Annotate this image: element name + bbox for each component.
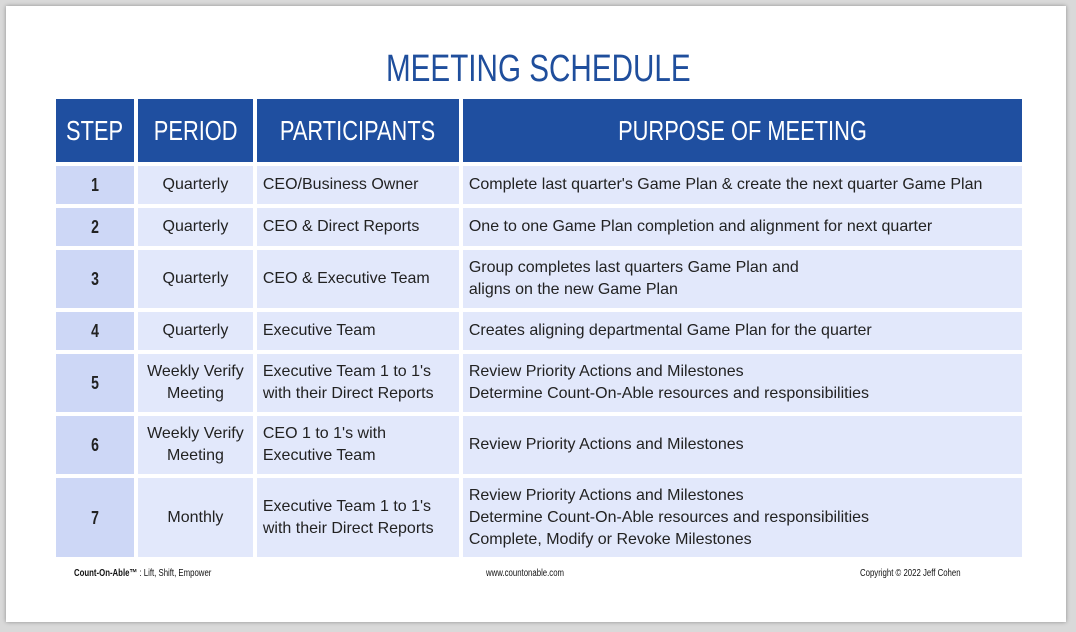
purpose-cell: Complete last quarter's Game Plan & create the next quarter Game Plan [463,166,1022,204]
period-cell: Weekly Verify Meeting [138,354,253,412]
participants-cell: CEO 1 to 1's with Executive Team [257,416,459,474]
column-header: PURPOSE OF MEETING [463,99,1022,162]
column-header: PARTICIPANTS [257,99,459,162]
participants-cell: Executive Team 1 to 1's with their Direct Reports [257,478,459,557]
table-header-row [56,99,1022,162]
table-row [56,416,1022,474]
table-row [56,312,1022,350]
purpose-cell: Review Priority Actions and Milestones Determine Count-On-Able resources and responsibilities Complete, Modify or Revoke Milestones [463,478,1022,557]
period-cell: Monthly [138,478,253,557]
purpose-cell: Review Priority Actions and Milestones Determine Count-On-Able resources and responsibilities [463,354,1022,412]
period-cell: Quarterly [138,208,253,246]
step-cell: 4 [56,312,134,350]
step-cell: 6 [56,416,134,474]
column-header: PERIOD [138,99,253,162]
purpose-cell: Review Priority Actions and Milestones [463,416,1022,474]
footer-website: www.countonable.com [486,568,565,579]
step-cell: 1 [56,166,134,204]
page-title: MEETING SCHEDULE [385,48,691,90]
step-cell: 7 [56,478,134,557]
step-cell: 2 [56,208,134,246]
table-row [56,208,1022,246]
period-cell: Quarterly [138,166,253,204]
participants-cell: CEO & Direct Reports [257,208,459,246]
table-row [56,166,1022,204]
column-header: STEP [56,99,134,162]
meeting-schedule-table [52,95,1026,561]
purpose-cell: Creates aligning departmental Game Plan for the quarter [463,312,1022,350]
participants-cell: Executive Team 1 to 1's with their Direct Reports [257,354,459,412]
participants-cell: CEO & Executive Team [257,250,459,308]
participants-cell: Executive Team [257,312,459,350]
period-cell: Quarterly [138,250,253,308]
purpose-cell: Group completes last quarters Game Plan and aligns on the new Game Plan [463,250,1022,308]
table-row [56,250,1022,308]
participants-cell: CEO/Business Owner [257,166,459,204]
period-cell: Quarterly [138,312,253,350]
period-cell: Weekly Verify Meeting [138,416,253,474]
footer-brand: Count-On-Able™ : Lift, Shift, Empower [74,568,212,579]
purpose-cell: One to one Game Plan completion and alignment for next quarter [463,208,1022,246]
step-cell: 5 [56,354,134,412]
footer-copyright: Copyright © 2022 Jeff Cohen [860,568,961,579]
table-row [56,354,1022,412]
table-row [56,478,1022,557]
step-cell: 3 [56,250,134,308]
